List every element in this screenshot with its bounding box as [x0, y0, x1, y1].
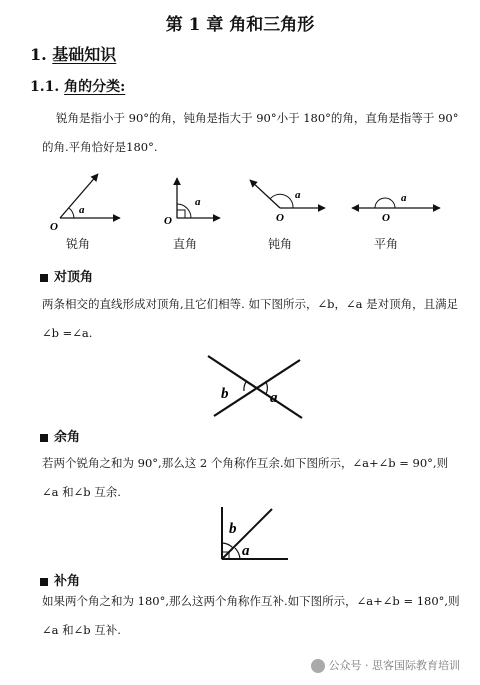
angle-a-label: a: [270, 390, 278, 406]
section-number: 1.: [30, 45, 47, 64]
caption-right: 直角: [172, 237, 197, 251]
complementary-paragraph: 若两个锐角之和为 90°,那么这 2 个角称作互余.如下图所示，∠a+∠b = 90°,则∠a 和∠b 互余.: [42, 456, 449, 499]
caption-acute: 锐角: [65, 237, 90, 251]
angle-b-label: b: [229, 521, 237, 537]
caption-obtuse: 钝角: [267, 237, 292, 251]
angle-type-figures: [40, 168, 450, 233]
angle-label: a: [295, 189, 301, 201]
square-bullet-icon: [40, 274, 48, 282]
supplementary-paragraph: 如果两个角之和为 180°,那么这两个角称作互补.如下图所示，∠a+∠b = 180°,则∠a 和∠b 互补.: [42, 594, 460, 637]
angle-label: a: [195, 196, 201, 208]
vertex-label: O: [164, 215, 172, 227]
square-bullet-icon: [40, 578, 48, 586]
section-heading-basics: [30, 42, 116, 65]
classification-paragraph: 锐角是指小于 90°的角，钝角是指大于 90°小于 180°的角，直角是指等于 90°的角.平角恰好是180°.: [42, 111, 459, 154]
wechat-icon: [311, 659, 325, 673]
right-angle-figure: [164, 178, 220, 227]
heading-supplementary: 补角: [40, 570, 80, 589]
subsection-heading-classification: [30, 76, 125, 96]
acute-angle-figure: [50, 174, 120, 233]
angle-label: a: [401, 192, 407, 204]
angle-b-label: b: [221, 386, 229, 402]
vertex-label: O: [276, 212, 284, 224]
straight-angle-figure: [352, 192, 440, 224]
watermark: 公众号 · 思客国际教育培训: [311, 657, 461, 673]
caption-straight: 平角: [373, 237, 398, 251]
section-title: 基础知识: [52, 45, 117, 64]
square-bullet-icon: [40, 434, 48, 442]
vertical-angles-paragraph: 两条相交的直线形成对顶角,且它们相等. 如下图所示，∠b，∠a 是对顶角，且满足∠b =∠a.: [42, 297, 459, 340]
complementary-figure: [210, 505, 290, 565]
heading-vertical-angles: 对顶角: [40, 266, 93, 285]
angle-label: a: [79, 204, 85, 216]
subsection-title: 角的分类:: [64, 79, 126, 95]
vertex-label: O: [50, 221, 58, 233]
obtuse-angle-figure: [250, 180, 325, 224]
heading-complementary: 余角: [40, 426, 80, 445]
chapter-title: 第 1 章 角和三角形: [165, 15, 315, 35]
subsection-number: 1.1.: [30, 79, 60, 95]
angle-a-label: a: [242, 543, 250, 559]
vertex-label: O: [382, 212, 390, 224]
vertical-angles-figure: [200, 352, 310, 422]
